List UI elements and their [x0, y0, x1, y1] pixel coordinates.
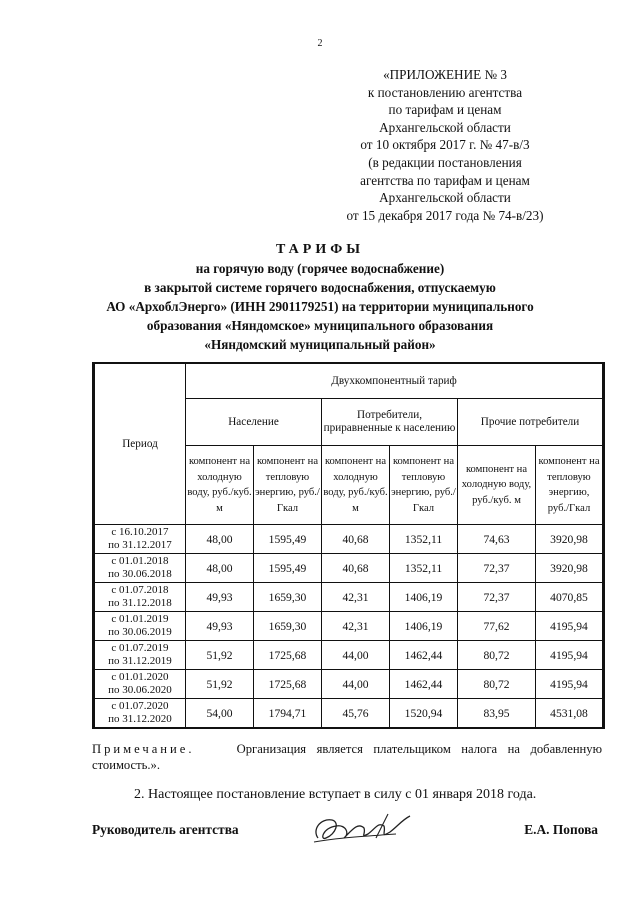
period-cell — [94, 612, 186, 641]
population-header: Население — [186, 399, 322, 446]
period-to: по 31.12.2017 — [108, 539, 172, 551]
appendix-line: от 15 декабря 2017 года № 74-в/23) — [346, 207, 544, 223]
period-from: с 01.07.2020 — [111, 699, 169, 712]
period-cell — [94, 525, 186, 554]
period-from: с 01.07.2018 — [111, 583, 169, 596]
appendix-line: «ПРИЛОЖЕНИЕ № 3 — [383, 67, 507, 82]
tariff-value-cell: 1659,30 — [254, 583, 322, 612]
title-line: «Няндомский муниципальный район» — [204, 337, 436, 352]
tariff-value-cell: 80,72 — [458, 641, 536, 670]
tariff-value-cell: 1352,11 — [390, 525, 458, 554]
table-row — [94, 583, 604, 612]
title-line: на горячую воду (горячее водоснабжение) — [195, 261, 445, 276]
tariff-value-cell: 80,72 — [458, 670, 536, 699]
tariff-value-cell: 44,00 — [322, 670, 390, 699]
tariff-value-cell: 44,00 — [322, 641, 390, 670]
table-row — [94, 641, 604, 670]
signature-block — [92, 820, 602, 850]
tariff-value-cell: 4070,85 — [536, 583, 604, 612]
table-row — [94, 554, 604, 583]
period-to: по 30.06.2018 — [108, 568, 172, 580]
heat-energy-component-header: компонент на тепловую энергию, руб./Гкал — [536, 446, 604, 525]
appendix-header — [300, 66, 590, 224]
title-line: образования «Няндомское» муниципального образования — [146, 318, 494, 333]
period-cell — [94, 670, 186, 699]
heat-energy-component-header: компонент на тепловую энергию, руб./Гкал — [390, 446, 458, 525]
tariffs-table — [92, 362, 605, 729]
tariff-value-cell: 42,31 — [322, 583, 390, 612]
period-from: с 01.01.2018 — [111, 554, 169, 567]
tariff-value-cell: 72,37 — [458, 554, 536, 583]
heat-energy-component-header: компонент на тепловую энергию, руб./Гкал — [254, 446, 322, 525]
title-line: АО «АрхоблЭнерго» (ИНН 2901179251) на территории муниципального — [106, 299, 534, 314]
period-from: с 01.01.2019 — [111, 612, 169, 625]
appendix-line: агентства по тарифам и ценам — [360, 172, 530, 188]
tariff-value-cell: 54,00 — [186, 699, 254, 729]
page-number: 2 — [317, 38, 323, 49]
period-to: по 31.12.2018 — [108, 597, 172, 609]
tariff-value-cell: 77,62 — [458, 612, 536, 641]
appendix-line: от 10 октября 2017 г. № 47-в/3 — [360, 137, 530, 153]
tariff-value-cell: 49,93 — [186, 583, 254, 612]
period-cell — [94, 554, 186, 583]
tariff-value-cell: 72,37 — [458, 583, 536, 612]
equated-consumers-header: Потребители, приравненные к населению — [322, 399, 458, 446]
tariff-value-cell: 1659,30 — [254, 612, 322, 641]
tariff-value-cell: 51,92 — [186, 670, 254, 699]
tariff-value-cell: 3920,98 — [536, 525, 604, 554]
tariff-value-cell: 4531,08 — [536, 699, 604, 729]
tariff-value-cell: 1462,44 — [390, 670, 458, 699]
tariff-value-cell: 49,93 — [186, 612, 254, 641]
tariff-value-cell: 1520,94 — [390, 699, 458, 729]
tariff-value-cell: 1595,49 — [254, 525, 322, 554]
period-cell — [94, 699, 186, 729]
tariff-value-cell: 4195,94 — [536, 670, 604, 699]
appendix-line: (в редакции постановления — [368, 154, 522, 170]
tariff-value-cell: 45,76 — [322, 699, 390, 729]
title-heading: ТАРИФЫ — [276, 242, 364, 257]
table-row — [94, 525, 604, 554]
period-to: по 30.06.2019 — [108, 626, 172, 638]
tariff-value-cell: 1595,49 — [254, 554, 322, 583]
two-component-tariff-header: Двухкомпонентный тариф — [186, 363, 604, 399]
tariff-value-cell: 74,63 — [458, 525, 536, 554]
period-cell — [94, 641, 186, 670]
tariff-value-cell: 4195,94 — [536, 641, 604, 670]
tariff-value-cell: 1406,19 — [390, 612, 458, 641]
appendix-line: Архангельской области — [379, 190, 511, 206]
note-label: Примечание. — [92, 742, 195, 756]
period-from: с 16.10.2017 — [111, 525, 169, 538]
period-to: по 31.12.2020 — [108, 713, 172, 725]
signatory-name: Е.А. Попова — [524, 822, 598, 837]
tariff-value-cell: 1352,11 — [390, 554, 458, 583]
tariff-value-cell: 1462,44 — [390, 641, 458, 670]
tariff-value-cell: 48,00 — [186, 525, 254, 554]
period-to: по 30.06.2020 — [108, 684, 172, 696]
tariff-value-cell: 42,31 — [322, 612, 390, 641]
tariff-value-cell: 83,95 — [458, 699, 536, 729]
tariff-value-cell: 40,68 — [322, 525, 390, 554]
document-title — [40, 240, 600, 354]
period-to: по 31.12.2019 — [108, 655, 172, 667]
note-text: Организация является плательщиком налога на добавленную стоимость.». — [92, 742, 603, 772]
period-cell — [94, 583, 186, 612]
paragraph-2: 2. Настоящее постановление вступает в силу с 01 января 2018 года. — [134, 787, 537, 802]
appendix-line: Архангельской области — [379, 119, 511, 135]
tariff-value-cell: 3920,98 — [536, 554, 604, 583]
period-from: с 01.07.2019 — [111, 641, 169, 654]
table-row — [94, 699, 604, 729]
other-consumers-header: Прочие потребители — [458, 399, 604, 446]
appendix-line: к постановлению агентства — [367, 84, 523, 100]
tariff-value-cell: 1794,71 — [254, 699, 322, 729]
cold-water-component-header: компонент на холодную воду, руб./куб. м — [458, 446, 536, 525]
period-from: с 01.01.2020 — [111, 670, 169, 683]
cold-water-component-header: компонент на холодную воду, руб./куб. м — [322, 446, 390, 525]
title-line: в закрытой системе горячего водоснабжения, отпускаемую — [144, 280, 496, 295]
table-row — [94, 612, 604, 641]
appendix-line: по тарифам и ценам — [388, 102, 502, 118]
handwritten-signature — [306, 808, 416, 852]
tariff-value-cell: 40,68 — [322, 554, 390, 583]
tariff-value-cell: 1725,68 — [254, 670, 322, 699]
tariff-value-cell: 51,92 — [186, 641, 254, 670]
tariff-value-cell: 1406,19 — [390, 583, 458, 612]
note — [92, 741, 602, 773]
signatory-position: Руководитель агентства — [92, 822, 239, 837]
tariff-value-cell: 1725,68 — [254, 641, 322, 670]
table-row — [94, 670, 604, 699]
cold-water-component-header: компонент на холодную воду, руб./куб. м — [186, 446, 254, 525]
tariff-value-cell: 4195,94 — [536, 612, 604, 641]
tariff-value-cell: 48,00 — [186, 554, 254, 583]
period-header: Период — [94, 363, 186, 525]
